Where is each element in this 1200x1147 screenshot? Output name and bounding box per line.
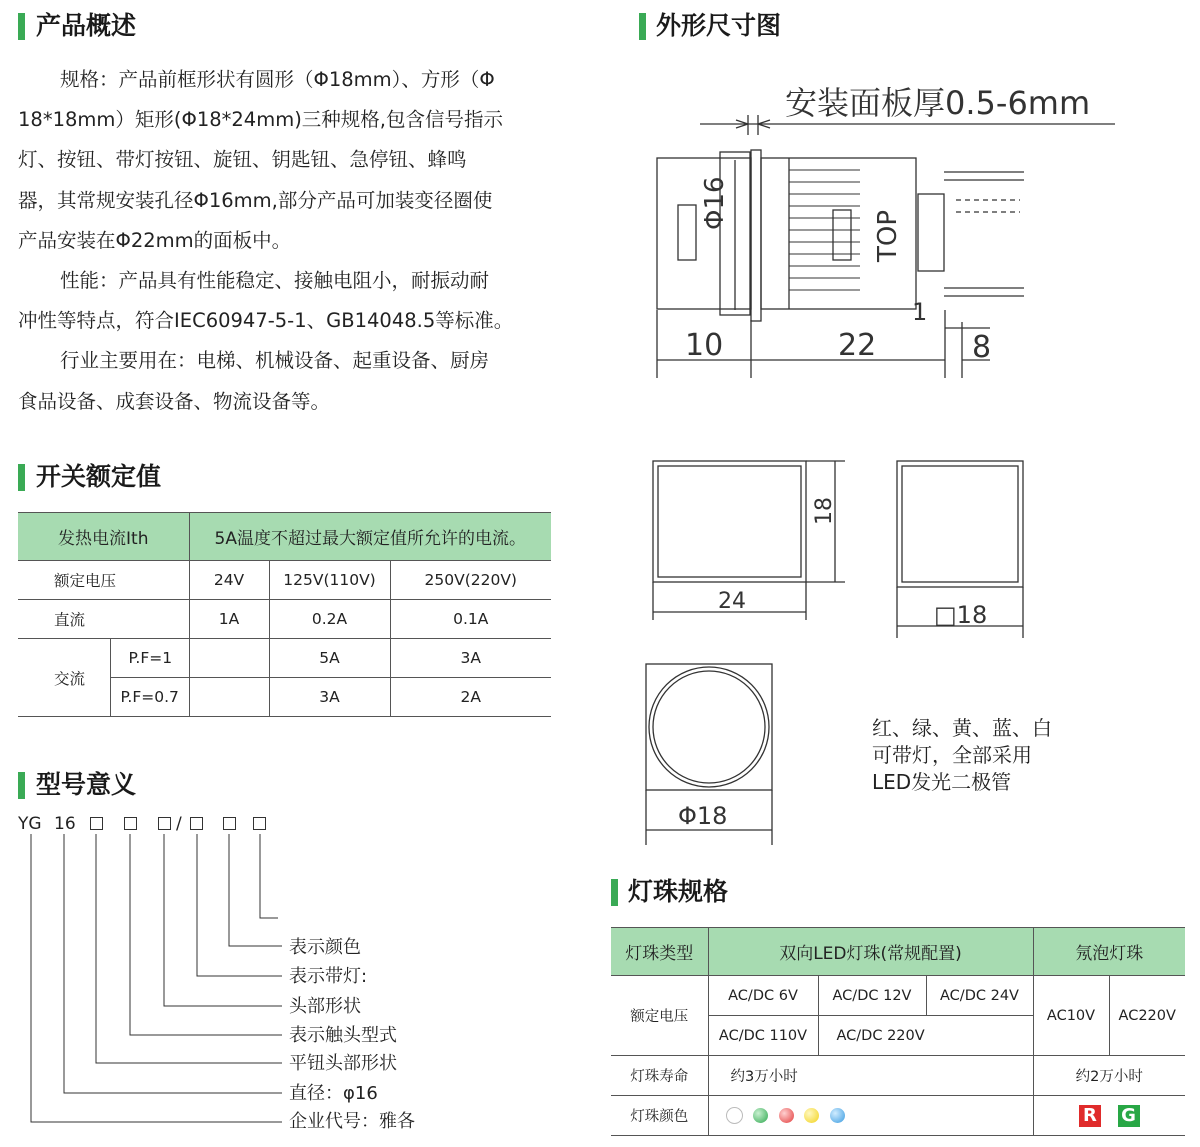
model-label: 表示带灯: — [289, 966, 368, 987]
voltage-label: 额定电压 — [611, 976, 708, 1056]
model-label: 企业代号：雅各 — [289, 1111, 415, 1132]
round-label: Φ18 — [678, 802, 728, 830]
panel-thickness-note: 安装面板厚0.5-6mm — [785, 84, 1091, 122]
table-cell: AC/DC 6V — [708, 976, 818, 1016]
text-line: 18*18mm）矩形(Φ18*24mm)三种规格,包含信号指示 — [18, 108, 503, 132]
header-value: 5A温度不超过最大额定值所允许的电流。 — [189, 513, 551, 561]
overview-title: 产品概述 — [36, 11, 137, 40]
color-label: 灯珠颜色 — [611, 1096, 708, 1136]
green-dot-icon — [753, 1108, 768, 1123]
phi16-label: Φ16 — [700, 176, 730, 230]
rect-width-label: 24 — [718, 589, 746, 614]
text-line: 食品设备、成套设备、物流设备等。 — [18, 389, 331, 413]
table-cell: 3A — [390, 639, 551, 678]
section-bar — [611, 879, 618, 906]
model-label: 头部形状 — [289, 996, 361, 1017]
type-label: 灯珠类型 — [611, 928, 708, 976]
red-badge: R — [1079, 1105, 1101, 1127]
yellow-dot-icon — [804, 1108, 819, 1123]
note-line: 红、绿、黄、蓝、白 — [872, 716, 1052, 740]
table-cell: 24V — [189, 561, 269, 600]
bulb-header: 氖泡灯珠 — [1033, 928, 1185, 976]
table-cell: AC/DC 12V — [818, 976, 926, 1016]
dim-10: 10 — [685, 328, 724, 363]
ac-label: 交流 — [18, 639, 110, 717]
table-cell: 250V(220V) — [390, 561, 551, 600]
rating-title: 开关额定值 — [36, 462, 162, 491]
dim-1: 1 — [912, 298, 928, 326]
table-cell: 0.1A — [390, 600, 551, 639]
text-line: 性能：产品具有性能稳定、接触电阻小，耐振动耐 — [60, 269, 490, 293]
led-colors — [708, 1096, 1033, 1136]
note-line: LED发光二极管 — [872, 770, 1012, 794]
led-header: 双向LED灯珠(常规配置) — [708, 928, 1033, 976]
table-cell: AC/DC 24V — [926, 976, 1033, 1016]
text-line: 行业主要用在：电梯、机械设备、起重设备、厨房 — [60, 349, 490, 373]
model-label: 表示触头型式 — [289, 1025, 397, 1046]
life-label: 灯珠寿命 — [611, 1056, 708, 1096]
text-line: 产品安装在Φ22mm的面板中。 — [18, 228, 292, 252]
text-line: 冲性等特点，符合IEC60947-5-1、GB14048.5等标准。 — [18, 309, 514, 333]
model-leader-lines — [0, 0, 300, 1147]
table-cell: 5A — [269, 639, 390, 678]
pf07-label: P.F=0.7 — [110, 678, 189, 717]
table-cell: AC220V — [1109, 976, 1185, 1056]
table-cell: AC/DC 220V — [818, 1016, 1033, 1056]
blue-dot-icon — [830, 1108, 845, 1123]
model-title: 型号意义 — [36, 770, 137, 799]
text-line: 器，其常规安装孔径Φ16mm,部分产品可加装变径圈使 — [18, 188, 493, 212]
table-cell: 1A — [189, 600, 269, 639]
rect-height-label: 18 — [812, 497, 837, 525]
white-dot-icon — [726, 1107, 743, 1124]
model-slash: / — [176, 814, 182, 834]
red-dot-icon — [779, 1108, 794, 1123]
dimensions-title: 外形尺寸图 — [656, 11, 782, 40]
header-label: 发热电流Ith — [18, 513, 189, 561]
bulb-life: 约2万小时 — [1033, 1056, 1185, 1096]
model-label: 表示颜色 — [289, 937, 361, 958]
table-cell: 2A — [390, 678, 551, 717]
voltage-label: 额定电压 — [18, 561, 189, 600]
pf1-label: P.F=1 — [110, 639, 189, 678]
model-diameter: 16 — [54, 814, 76, 834]
led-life: 约3万小时 — [708, 1056, 1033, 1096]
dim-8: 8 — [972, 330, 992, 365]
table-cell: 3A — [269, 678, 390, 717]
note-line: 可带灯，全部采用 — [872, 743, 1032, 767]
led-color-note — [872, 715, 1052, 796]
bulb-colors — [1033, 1096, 1185, 1136]
text-line: 灯、按钮、带灯按钮、旋钮、钥匙钮、急停钮、蜂鸣 — [18, 148, 467, 172]
table-cell: AC/DC 110V — [708, 1016, 818, 1056]
model-label: 直径：φ16 — [289, 1083, 378, 1104]
lamp-table — [611, 927, 1185, 1136]
table-cell: 0.2A — [269, 600, 390, 639]
text-line: 规格：产品前框形状有圆形（Φ18mm）、方形（Φ — [60, 68, 495, 91]
model-label: 平钮头部形状 — [289, 1053, 397, 1074]
dc-label: 直流 — [18, 600, 189, 639]
square-label: □18 — [934, 601, 988, 629]
lamp-title: 灯珠规格 — [628, 877, 729, 906]
model-prefix: YG — [18, 814, 42, 834]
green-badge: G — [1118, 1105, 1140, 1127]
section-bar — [639, 13, 646, 40]
top-label: TOP — [873, 209, 903, 262]
table-cell: 125V(110V) — [269, 561, 390, 600]
table-cell: AC10V — [1033, 976, 1109, 1056]
dim-22: 22 — [838, 328, 877, 363]
